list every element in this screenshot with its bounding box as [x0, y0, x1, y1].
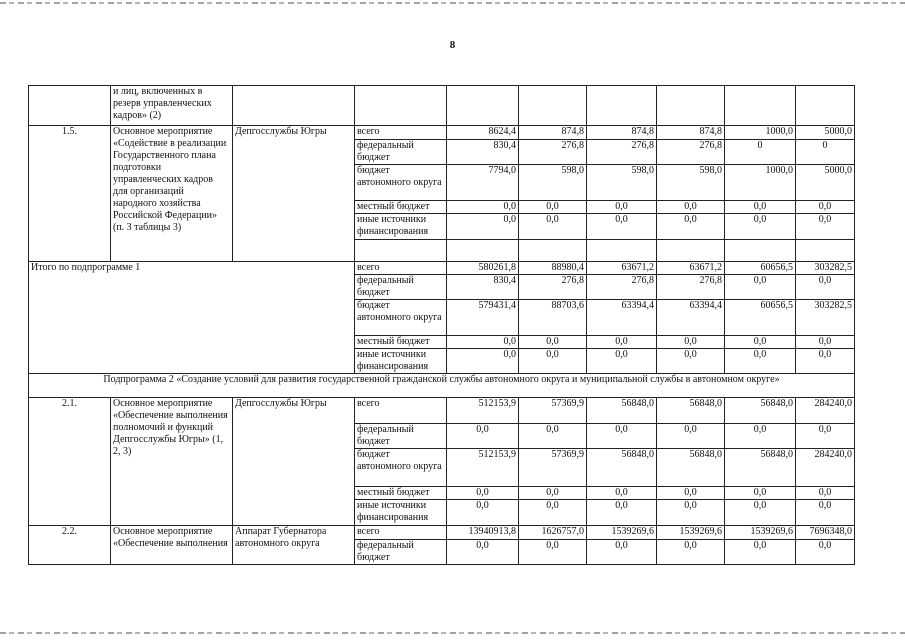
scan-edge-top — [0, 2, 905, 4]
table-cell — [725, 240, 796, 262]
table-cell: 0,0 — [657, 487, 725, 500]
table-cell: 0,0 — [587, 214, 657, 240]
table-cell: 0,0 — [657, 540, 725, 565]
table-cell: 580261,8 — [447, 262, 519, 275]
table-cell: 0,0 — [587, 487, 657, 500]
table-cell: 598,0 — [587, 165, 657, 201]
table-cell: 0,0 — [587, 201, 657, 214]
table-cell — [587, 86, 657, 126]
table-cell: 0,0 — [447, 336, 519, 349]
table-cell: 0,0 — [519, 540, 587, 565]
table-cell — [355, 86, 447, 126]
table-cell: 830,4 — [447, 140, 519, 165]
table-cell: 276,8 — [657, 275, 725, 300]
table-cell: 0,0 — [587, 424, 657, 449]
table-cell — [519, 86, 587, 126]
table-cell — [355, 240, 447, 262]
table-cell: 0,0 — [519, 336, 587, 349]
table-cell: 0,0 — [725, 275, 796, 300]
table-cell: 1.5. — [29, 126, 111, 262]
table-cell: 88703,6 — [519, 300, 587, 336]
table-cell: 276,8 — [519, 275, 587, 300]
table-cell: 56848,0 — [587, 449, 657, 487]
table-row — [29, 374, 855, 398]
table-cell: 1000,0 — [725, 126, 796, 140]
table-cell: 0,0 — [587, 500, 657, 526]
table-cell: 1000,0 — [725, 165, 796, 201]
table-cell: 0,0 — [657, 214, 725, 240]
table-cell: иные источники финансирования — [355, 214, 447, 240]
table-cell: Подпрограмма 2 «Создание условий для развития государственной гражданской службы автономного округа и муниципальной службы в автономном округе» — [29, 374, 855, 398]
table-cell: 2.1. — [29, 398, 111, 526]
table-cell: всего — [355, 398, 447, 424]
table-cell: 1539269,6 — [587, 526, 657, 540]
table-cell: 276,8 — [587, 140, 657, 165]
table-cell: 0,0 — [657, 349, 725, 374]
table-cell: 276,8 — [587, 275, 657, 300]
table-cell: Итого по подпрограмме 1 — [29, 262, 355, 374]
table-cell: 0,0 — [519, 500, 587, 526]
table-row — [29, 86, 855, 126]
table-cell: 5000,0 — [796, 126, 855, 140]
table-cell: 276,8 — [657, 140, 725, 165]
table-cell: 0,0 — [725, 424, 796, 449]
table-cell: 0,0 — [725, 201, 796, 214]
table-cell: 0,0 — [796, 275, 855, 300]
page-number: 8 — [449, 39, 456, 51]
table-row — [29, 126, 855, 140]
table-cell: бюджет автономного округа — [355, 300, 447, 336]
table-cell: 0 — [725, 140, 796, 165]
table-cell: 63671,2 — [657, 262, 725, 275]
table-cell: 0,0 — [725, 214, 796, 240]
table-cell: 284240,0 — [796, 449, 855, 487]
table-cell: 88980,4 — [519, 262, 587, 275]
table-cell — [29, 86, 111, 126]
table-cell: 0,0 — [796, 540, 855, 565]
table-cell: 0,0 — [725, 540, 796, 565]
table-cell: 0,0 — [725, 487, 796, 500]
table-cell: 598,0 — [657, 165, 725, 201]
table-cell: местный бюджет — [355, 336, 447, 349]
table-cell: 276,8 — [519, 140, 587, 165]
table-cell: 0,0 — [447, 500, 519, 526]
table-cell: 0,0 — [796, 424, 855, 449]
table-cell: федеральный бюджет — [355, 540, 447, 565]
table-cell — [447, 86, 519, 126]
table-cell: 0,0 — [519, 214, 587, 240]
table-cell: 63671,2 — [587, 262, 657, 275]
table-cell — [519, 240, 587, 262]
budget-table — [28, 85, 855, 565]
table-cell: 60656,5 — [725, 300, 796, 336]
table-cell: 0,0 — [796, 214, 855, 240]
table-cell: бюджет автономного округа — [355, 165, 447, 201]
table-cell: 1539269,6 — [725, 526, 796, 540]
table-cell: 0,0 — [519, 424, 587, 449]
table-cell — [657, 86, 725, 126]
table-cell: 1539269,6 — [657, 526, 725, 540]
table-cell: 579431,4 — [447, 300, 519, 336]
table-cell: местный бюджет — [355, 201, 447, 214]
table-cell: всего — [355, 126, 447, 140]
table-cell: 56848,0 — [657, 398, 725, 424]
table-cell — [587, 240, 657, 262]
table-cell: Основное мероприятие «Обеспечение выполнения — [111, 526, 233, 565]
table-cell: 0,0 — [447, 349, 519, 374]
table-cell: 0,0 — [587, 336, 657, 349]
table-cell: федеральный бюджет — [355, 140, 447, 165]
table-cell: 303282,5 — [796, 300, 855, 336]
table-cell: федеральный бюджет — [355, 424, 447, 449]
table-cell: 0,0 — [519, 201, 587, 214]
table-cell: иные источники финансирования — [355, 500, 447, 526]
table-cell: 0,0 — [796, 336, 855, 349]
table-cell: и лиц, включенных в резерв управленческих кадров» (2) — [111, 86, 233, 126]
table-cell: 60656,5 — [725, 262, 796, 275]
table-cell: 0,0 — [587, 540, 657, 565]
table-cell: 0,0 — [796, 500, 855, 526]
table-cell: 874,8 — [657, 126, 725, 140]
table-cell: 56848,0 — [657, 449, 725, 487]
table-cell: 57369,9 — [519, 398, 587, 424]
table-cell: 0 — [796, 140, 855, 165]
table-cell: местный бюджет — [355, 487, 447, 500]
table-cell: 0,0 — [796, 349, 855, 374]
table-cell — [233, 86, 355, 126]
table-cell: 0,0 — [447, 487, 519, 500]
table-cell: 0,0 — [447, 201, 519, 214]
table-cell: 0,0 — [657, 201, 725, 214]
table-cell: 598,0 — [519, 165, 587, 201]
table-cell: Аппарат Губернатора автономного округа — [233, 526, 355, 565]
table-cell: Основное мероприятие «Содействие в реализации Государственного плана подготовки управленческих кадров для организаций народного хозяйства Российской Федерации» (п. 3 таблицы 3) — [111, 126, 233, 262]
table-cell: 56848,0 — [587, 398, 657, 424]
table-cell: 0,0 — [447, 424, 519, 449]
table-cell: 13940913,8 — [447, 526, 519, 540]
table-cell: Основное мероприятие «Обеспечение выполнения полномочий и функций Депгосслужбы Югры» (1, 2, 3) — [111, 398, 233, 526]
table-cell — [447, 240, 519, 262]
table-cell: 830,4 — [447, 275, 519, 300]
table-cell: 0,0 — [796, 487, 855, 500]
table-cell: 0,0 — [725, 500, 796, 526]
table-cell: 63394,4 — [657, 300, 725, 336]
table-cell: всего — [355, 262, 447, 275]
table-cell: 0,0 — [796, 201, 855, 214]
table-cell: 0,0 — [519, 487, 587, 500]
table-cell — [725, 86, 796, 126]
table-cell: Депгосслужбы Югры — [233, 126, 355, 262]
table-cell: 512153,9 — [447, 449, 519, 487]
table-cell: федеральный бюджет — [355, 275, 447, 300]
table-cell: 56848,0 — [725, 398, 796, 424]
table-cell: 303282,5 — [796, 262, 855, 275]
table-cell: 63394,4 — [587, 300, 657, 336]
table-cell: Депгосслужбы Югры — [233, 398, 355, 526]
table-cell: 512153,9 — [447, 398, 519, 424]
table-cell: 0,0 — [657, 424, 725, 449]
table-cell: всего — [355, 526, 447, 540]
table-cell: 0,0 — [447, 540, 519, 565]
table-row — [29, 262, 855, 275]
table-cell: 57369,9 — [519, 449, 587, 487]
table-row — [29, 526, 855, 540]
table-cell: бюджет автономного округа — [355, 449, 447, 487]
table-cell — [796, 86, 855, 126]
table-cell — [796, 240, 855, 262]
table-cell: 0,0 — [657, 336, 725, 349]
table-cell: 2.2. — [29, 526, 111, 565]
table-cell: 8624,4 — [447, 126, 519, 140]
table-cell: иные источники финансирования — [355, 349, 447, 374]
table-cell: 0,0 — [657, 500, 725, 526]
table-cell: 874,8 — [519, 126, 587, 140]
scan-edge-bottom — [0, 632, 905, 634]
table-cell: 874,8 — [587, 126, 657, 140]
table-cell: 284240,0 — [796, 398, 855, 424]
table-cell: 5000,0 — [796, 165, 855, 201]
table-cell: 7794,0 — [447, 165, 519, 201]
table-cell — [657, 240, 725, 262]
table-cell: 0,0 — [725, 349, 796, 374]
table-cell: 56848,0 — [725, 449, 796, 487]
table-cell: 7696348,0 — [796, 526, 855, 540]
table-cell: 0,0 — [447, 214, 519, 240]
table-cell: 0,0 — [587, 349, 657, 374]
table-row — [29, 398, 855, 424]
table-cell: 0,0 — [725, 336, 796, 349]
table-cell: 1626757,0 — [519, 526, 587, 540]
table-cell: 0,0 — [519, 349, 587, 374]
